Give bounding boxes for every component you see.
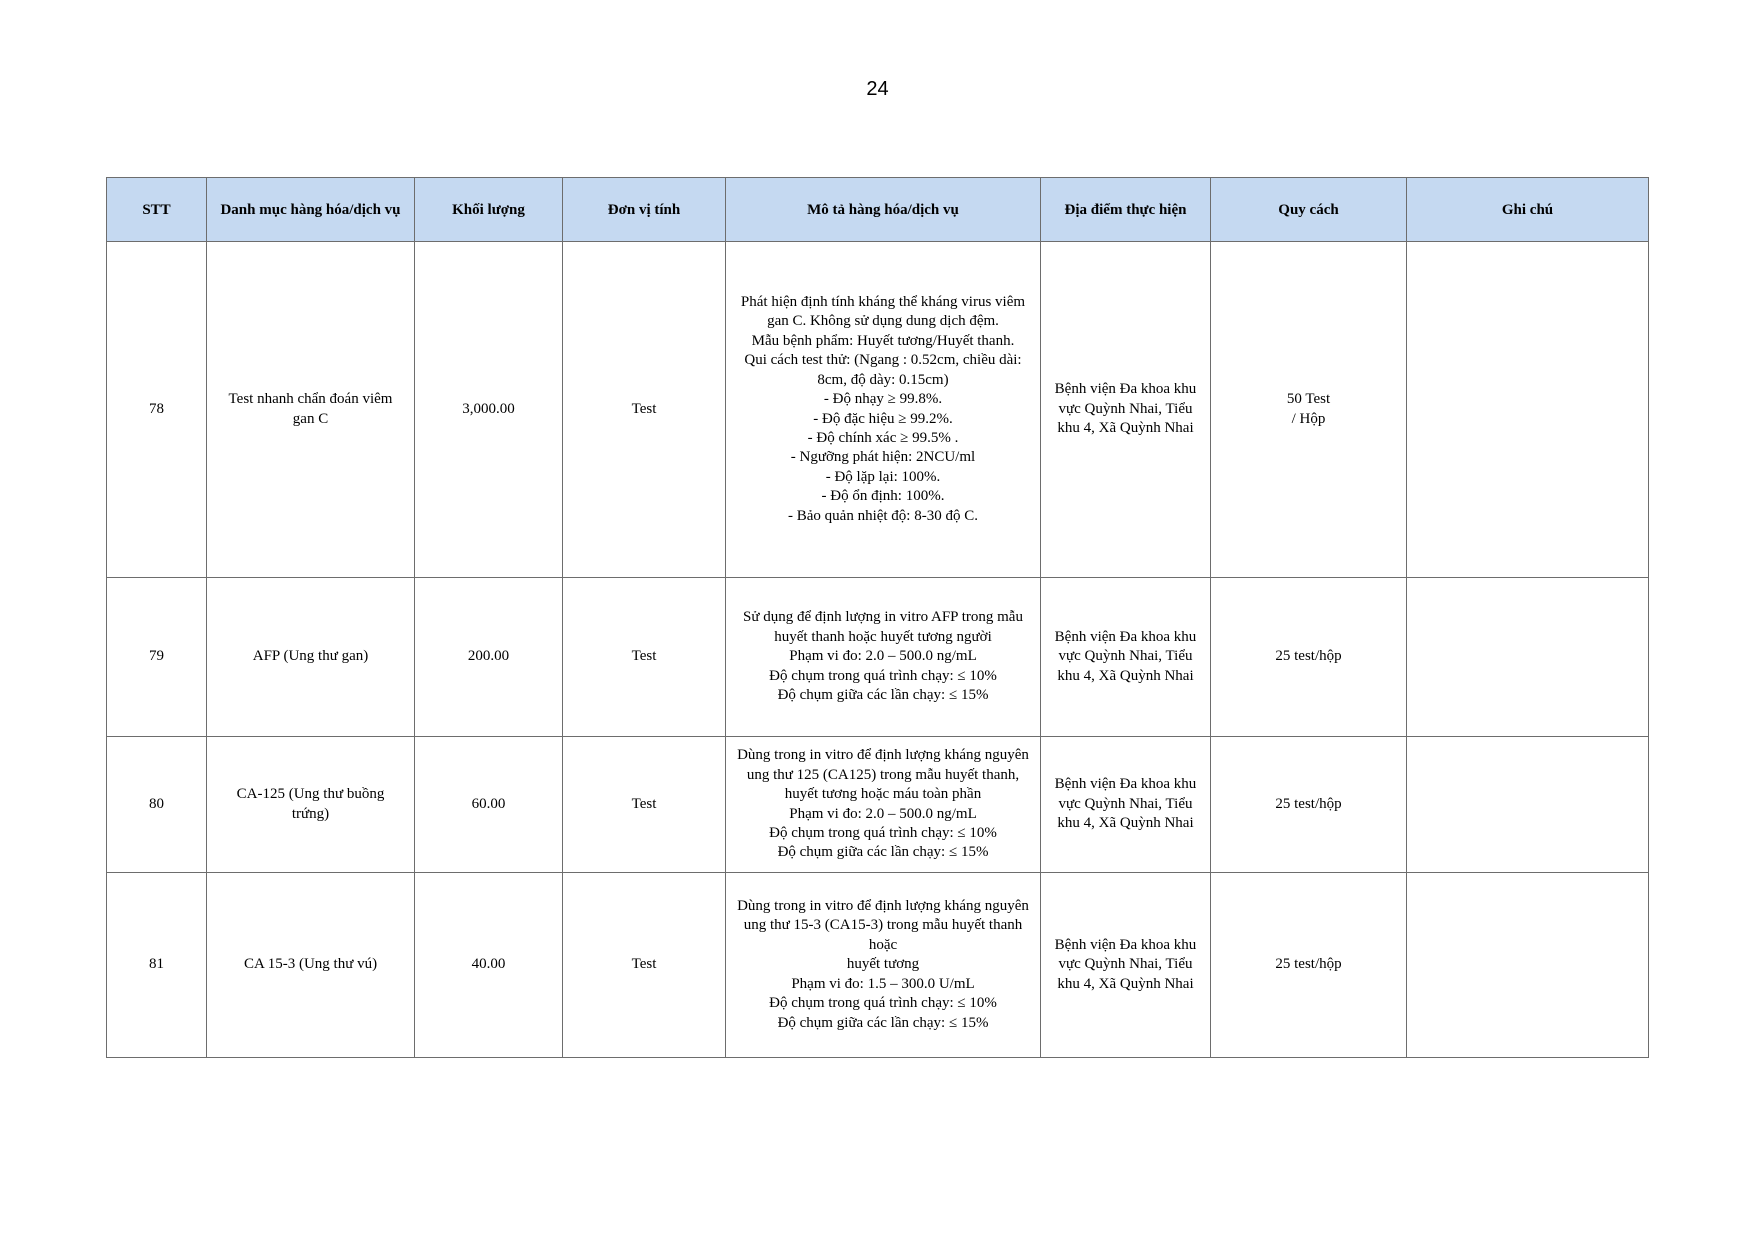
cell-unit: Test bbox=[563, 873, 726, 1058]
cell-note bbox=[1407, 578, 1649, 737]
table-row bbox=[107, 242, 1649, 578]
description-line: Phát hiện định tính kháng thể kháng virus viêm gan C. Không sử dụng dung dịch đệm. bbox=[740, 294, 1026, 330]
header-location: Địa điểm thực hiện bbox=[1041, 178, 1211, 242]
cell-unit: Test bbox=[563, 578, 726, 737]
spec-line: 25 test/hộp bbox=[1275, 795, 1342, 812]
description-line: Độ chụm trong quá trình chạy: ≤ 10% bbox=[769, 995, 997, 1012]
cell-quantity: 60.00 bbox=[415, 737, 563, 873]
cell-location: Bệnh viện Đa khoa khu vực Quỳnh Nhai, Tiểu khu 4, Xã Quỳnh Nhai bbox=[1041, 578, 1211, 737]
cell-stt: 80 bbox=[107, 737, 207, 873]
description-line: Phạm vi đo: 1.5 – 300.0 U/mL bbox=[791, 975, 975, 992]
cell-note bbox=[1407, 737, 1649, 873]
cell-spec bbox=[1211, 578, 1407, 737]
description-line: - Ngưỡng phát hiện: 2NCU/ml bbox=[790, 449, 976, 466]
header-spec: Quy cách bbox=[1211, 178, 1407, 242]
cell-item: CA 15-3 (Ung thư vú) bbox=[207, 873, 415, 1058]
cell-stt: 81 bbox=[107, 873, 207, 1058]
description-line: Dùng trong in vitro để định lượng kháng nguyên ung thư 15-3 (CA15-3) trong mẫu huyết thanh hoặc bbox=[737, 898, 1029, 953]
description-line: Độ chụm trong quá trình chạy: ≤ 10% bbox=[769, 667, 997, 684]
cell-unit: Test bbox=[563, 242, 726, 578]
description-line: - Độ chính xác ≥ 99.5% . bbox=[807, 429, 959, 446]
cell-location: Bệnh viện Đa khoa khu vực Quỳnh Nhai, Tiểu khu 4, Xã Quỳnh Nhai bbox=[1041, 873, 1211, 1058]
spec-line: 25 test/hộp bbox=[1275, 956, 1342, 973]
cell-spec bbox=[1211, 737, 1407, 873]
page-number: 24 bbox=[866, 78, 889, 100]
header-note: Ghi chú bbox=[1407, 178, 1649, 242]
cell-quantity: 200.00 bbox=[415, 578, 563, 737]
cell-item: AFP (Ung thư gan) bbox=[207, 578, 415, 737]
description-line: Phạm vi đo: 2.0 – 500.0 ng/mL bbox=[789, 648, 977, 665]
cell-item: CA-125 (Ung thư buồng trứng) bbox=[207, 737, 415, 873]
cell-spec bbox=[1211, 242, 1407, 578]
cell-unit: Test bbox=[563, 737, 726, 873]
header-row bbox=[107, 178, 1649, 242]
description-line: Độ chụm giữa các lần chạy: ≤ 15% bbox=[777, 844, 989, 861]
header-unit: Đơn vị tính bbox=[563, 178, 726, 242]
cell-location: Bệnh viện Đa khoa khu vực Quỳnh Nhai, Tiểu khu 4, Xã Quỳnh Nhai bbox=[1041, 737, 1211, 873]
cell-spec bbox=[1211, 873, 1407, 1058]
description-line: huyết tương bbox=[846, 956, 920, 973]
description-line: - Bảo quản nhiệt độ: 8-30 độ C. bbox=[788, 507, 978, 524]
description-line: - Độ đặc hiệu ≥ 99.2%. bbox=[813, 410, 953, 427]
table-row bbox=[107, 737, 1649, 873]
header-item: Danh mục hàng hóa/dịch vụ bbox=[207, 178, 415, 242]
goods-table bbox=[106, 177, 1649, 1058]
header-description: Mô tả hàng hóa/dịch vụ bbox=[726, 178, 1041, 242]
cell-note bbox=[1407, 242, 1649, 578]
description-line: Độ chụm giữa các lần chạy: ≤ 15% bbox=[777, 687, 989, 704]
cell-stt: 79 bbox=[107, 578, 207, 737]
cell-quantity: 40.00 bbox=[415, 873, 563, 1058]
spec-line: 50 Test bbox=[1286, 391, 1331, 408]
description-line: Phạm vi đo: 2.0 – 500.0 ng/mL bbox=[789, 805, 977, 822]
table-row bbox=[107, 578, 1649, 737]
cell-item: Test nhanh chẩn đoán viêm gan C bbox=[207, 242, 415, 578]
cell-description bbox=[726, 578, 1041, 737]
table-row bbox=[107, 873, 1649, 1058]
description-line: - Độ nhạy ≥ 99.8%. bbox=[823, 391, 943, 408]
header-quantity: Khối lượng bbox=[415, 178, 563, 242]
cell-quantity: 3,000.00 bbox=[415, 242, 563, 578]
cell-note bbox=[1407, 873, 1649, 1058]
header-stt: STT bbox=[107, 178, 207, 242]
description-line: Qui cách test thử: (Ngang : 0.52cm, chiều dài: 8cm, độ dày: 0.15cm) bbox=[744, 352, 1022, 388]
description-line: Mẫu bệnh phẩm: Huyết tương/Huyết thanh. bbox=[751, 332, 1015, 349]
cell-stt: 78 bbox=[107, 242, 207, 578]
spec-line: / Hộp bbox=[1291, 410, 1326, 427]
cell-description bbox=[726, 242, 1041, 578]
description-line: - Độ lặp lại: 100%. bbox=[825, 468, 941, 485]
spec-line: 25 test/hộp bbox=[1275, 648, 1342, 665]
cell-location: Bệnh viện Đa khoa khu vực Quỳnh Nhai, Tiểu khu 4, Xã Quỳnh Nhai bbox=[1041, 242, 1211, 578]
cell-description bbox=[726, 737, 1041, 873]
description-line: Dùng trong in vitro để định lượng kháng nguyên ung thư 125 (CA125) trong mẫu huyết thanh, huyết tương hoặc máu toàn phần bbox=[737, 747, 1029, 803]
cell-description bbox=[726, 873, 1041, 1058]
description-line: Sử dụng để định lượng in vitro AFP trong mẫu huyết thanh hoặc huyết tương người bbox=[743, 609, 1023, 645]
description-line: Độ chụm trong quá trình chạy: ≤ 10% bbox=[769, 824, 997, 841]
description-line: Độ chụm giữa các lần chạy: ≤ 15% bbox=[777, 1014, 989, 1031]
description-line: - Độ ổn định: 100%. bbox=[821, 488, 945, 505]
